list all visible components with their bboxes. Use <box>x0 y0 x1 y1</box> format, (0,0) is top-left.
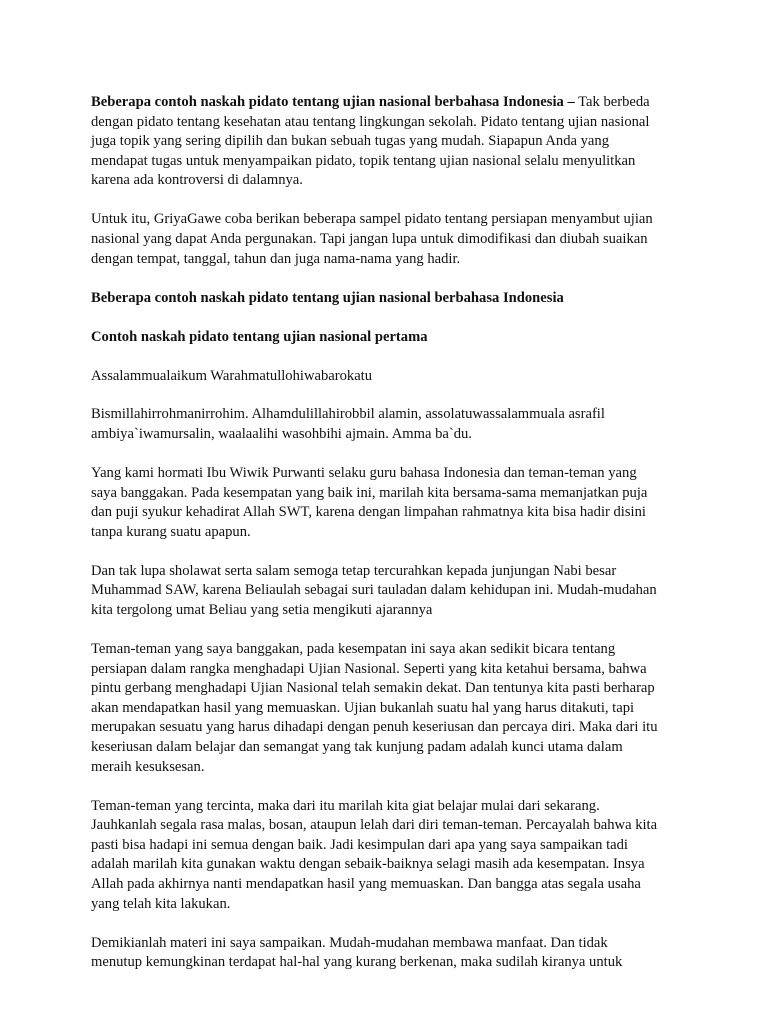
opening-paragraph <box>91 405 671 444</box>
text-line: Yang kami hormati Ibu Wiwik Purwanti selaku guru bahasa Indonesia dan teman-teman yang <box>91 465 637 482</box>
text-line: dengan pidato tentang kesehatan atau tentang lingkungan sekolah. Pidato tentang ujian nasional <box>91 113 650 130</box>
text-line: Allah pada akhirnya nanti mendapatkan hasil yang memuaskan. Dan bangga atas segala usaha <box>91 875 641 892</box>
closing-paragraph <box>91 934 671 973</box>
text-line: pasti bisa hadapi ini semua dengan baik. Jadi kesimpulan dari apa yang saya sampaikan tadi <box>91 836 628 853</box>
text-line: Demikianlah materi ini saya sampaikan. Mudah-mudahan membawa manfaat. Dan tidak <box>91 934 608 951</box>
text-line: yang telah kita lakukan. <box>91 895 231 912</box>
text-line: Teman-teman yang saya banggakan, pada kesempatan ini saya akan sedikit bicara tentang <box>91 641 616 657</box>
section-heading: Beberapa contoh naskah pidato tentang ujian nasional berbahasa Indonesia <box>91 289 564 306</box>
text-line: mendapat tugas untuk menyampaikan pidato, topik tentang ujian nasional selalu menyulitkan <box>91 152 636 169</box>
text-line: akan mendapatkan hasil yang memuaskan. Ujian bukanlah suatu hal yang harus ditakuti, tapi <box>91 699 635 716</box>
text-line: merupakan sesuatu yang harus dihadapi dengan penuh keseriusan dan percaya diri. Maka dari itu <box>91 719 658 736</box>
text-line: Dan tak lupa sholawat serta salam semoga tetap tercurahkan kepada junjungan Nabi besar <box>91 562 617 579</box>
paragraph-2 <box>91 210 671 269</box>
greeting-paragraph: Assalammualaikum Warahmatullohiwabarokatu <box>91 367 373 384</box>
intro-paragraph <box>91 93 671 191</box>
intro-line-1-rest: Tak berbeda <box>574 94 650 110</box>
intro-lead-bold: Beberapa contoh naskah pidato tentang ujian nasional berbahasa Indonesia – <box>91 94 575 110</box>
intro-line-1 <box>91 93 671 113</box>
text-line: keseriusan dalam belajar dan semangat yang tak kunjung padam adalah kunci utama dalam <box>91 738 623 755</box>
respect-paragraph <box>91 464 671 542</box>
text-line: Bismillahirrohmanirrohim. Alhamdulillahirobbil alamin, assolatuwassalammuala asrafil <box>91 406 605 423</box>
text-line: Jauhkanlah segala rasa malas, bosan, ataupun lelah dari diri teman-teman. Percayalah bahwa kita <box>91 817 658 834</box>
body-paragraph-2 <box>91 797 671 915</box>
text-line: persiapan dalam rangka menghadapi Ujian Nasional. Seperti yang kita ketahui bersama, bahwa <box>91 660 647 677</box>
text-line: Teman-teman yang tercinta, maka dari itu marilah kita giat belajar mulai dari sekarang. <box>91 797 600 814</box>
document-body <box>91 93 671 992</box>
text-line: dengan tempat, tanggal, tahun dan juga nama-nama yang hadir. <box>91 250 461 267</box>
text-line: saya banggakan. Pada kesempatan yang baik ini, marilah kita bersama-sama memanjatkan puja <box>91 484 648 501</box>
text-line: tanpa kurang suatu apapun. <box>91 523 251 540</box>
text-line: karena ada kontroversi di dalamnya. <box>91 172 303 189</box>
text-line: Muhammad SAW, karena Beliaulah sebagai suri tauladan dalam kehidupan ini. Mudah-mudahan <box>91 582 657 599</box>
body-paragraph-1 <box>91 640 671 777</box>
text-line: adalah marilah kita gunakan waktu dengan sebaik-baiknya selagi masih ada kesempatan. Insya <box>91 856 645 873</box>
text-line: dan puji syukur kehadirat Allah SWT, karena dengan limpahan rahmatnya kita bisa hadir disini <box>91 504 646 521</box>
sholawat-paragraph <box>91 562 671 621</box>
text-line: meraih kesuksesan. <box>91 758 205 775</box>
text-line: ambiya`iwamursalin, waalaalihi wasohbihi ajmain. Amma ba`du. <box>91 426 472 443</box>
text-line: nasional yang dapat Anda pergunakan. Tapi jangan lupa untuk dimodifikasi dan diubah suaikan <box>91 230 648 247</box>
text-line: menutup kemungkinan terdapat hal-hal yang kurang berkenan, maka sudilah kiranya untuk <box>91 954 623 971</box>
text-line: Untuk itu, GriyaGawe coba berikan beberapa sampel pidato tentang persiapan menyambut ujian <box>91 211 653 228</box>
subsection-heading: Contoh naskah pidato tentang ujian nasional pertama <box>91 328 428 345</box>
text-line: kita tergolong umat Beliau yang setia mengikuti ajarannya <box>91 602 433 619</box>
text-line: juga topik yang sering dipilih dan bukan sebuah tugas yang mudah. Siapapun Anda yang <box>91 133 609 150</box>
text-line: pintu gerbang menghadapi Ujian Nasional telah semakin dekat. Dan tentunya kita pasti berharap <box>91 680 655 697</box>
